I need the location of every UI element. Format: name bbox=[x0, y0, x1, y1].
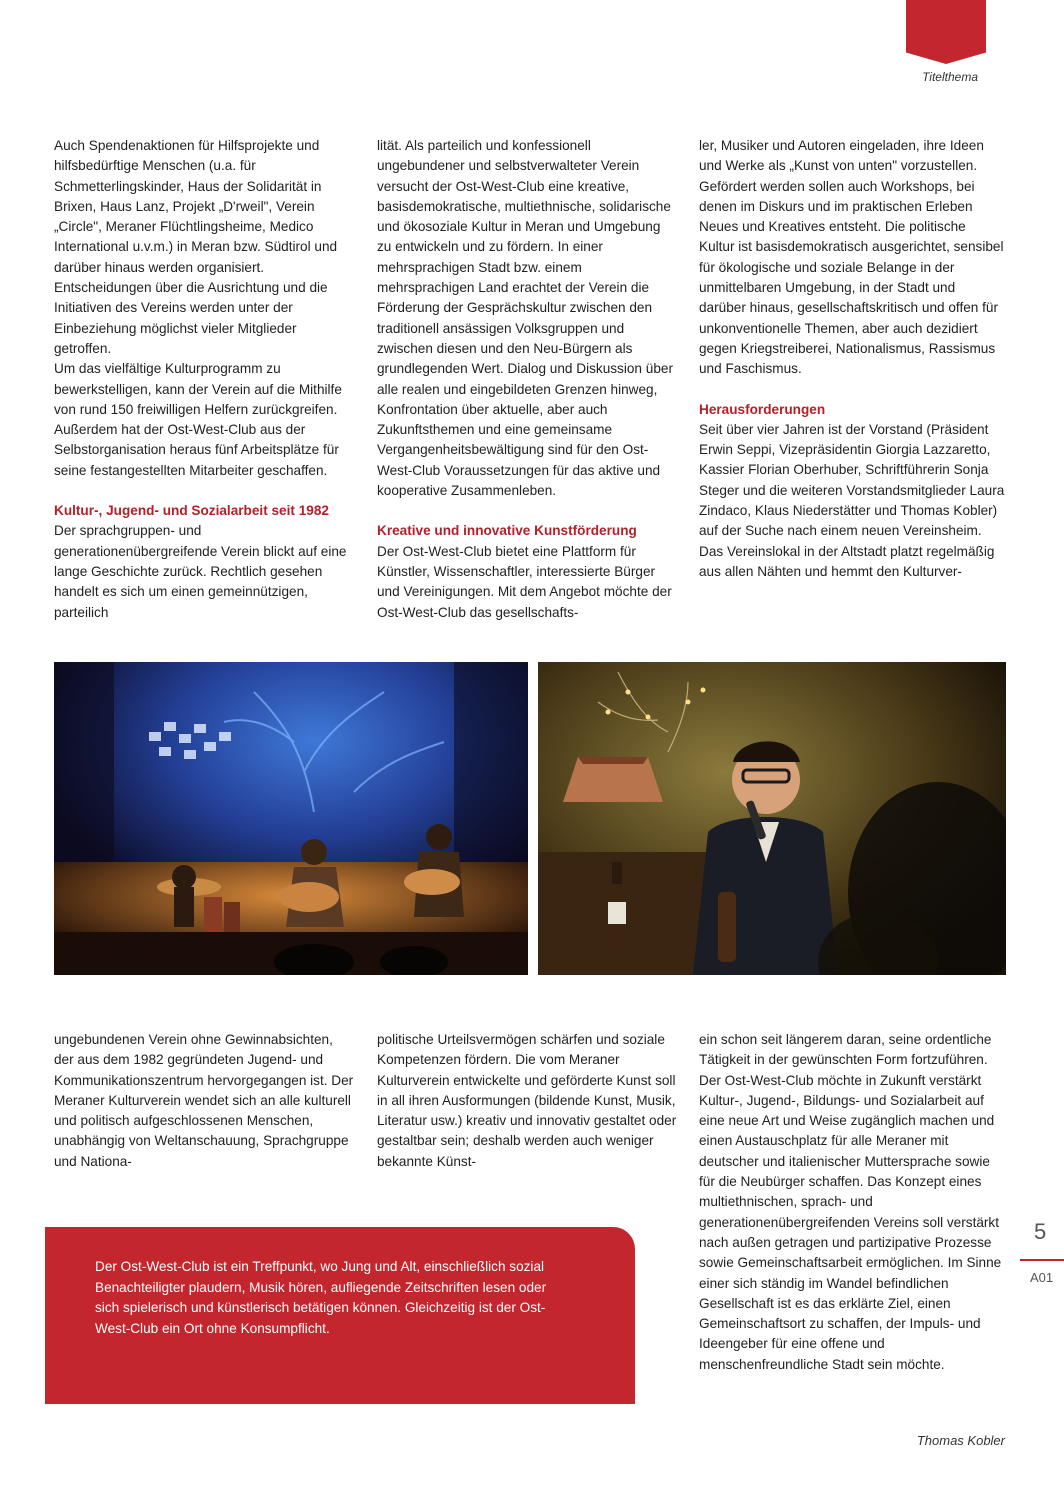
paragraph: Der Ost-West-Club bietet eine Plattform für Künstler, Wissenschaftler, interessierte Bürger und Vereinigungen. Mit dem Angebot möchte der Ost-West-Club das gesellschafts- bbox=[377, 543, 672, 620]
speaker-photo bbox=[538, 662, 1006, 975]
section-ribbon bbox=[906, 0, 986, 64]
paragraph: Um das vielfältige Kulturprogramm zu bewerkstelligen, kann der Verein auf die Mithilfe von rund 150 freiwilligen Helfern zurückgreifen. Außerdem hat der Ost-West-Club aus der Selbstorganisation heraus fünf Arbeitsplätze für seine festangestellten Mitarbeiter geschaffen. bbox=[54, 361, 342, 478]
section-heading: Kultur-, Jugend- und Sozialarbeit seit 1982 bbox=[54, 503, 329, 519]
paragraph: Auch Spendenaktionen für Hilfsprojekte und hilfsbedürftige Menschen (u.a. für Schmetterlingskinder, Haus der Solidarität in Brixen, Haus Lanz, Projekt „D'rweil", Verein „Circle", Meraner Flüchtlingsheime, Medico International u.v.m.) in Meran bzw. Südtirol und darüber hinaus werden organisiert. Entscheidungen über die Ausrichtung und die Initiativen des Vereins werden unter der Einbeziehung möglichst vieler Mitglieder getroffen. bbox=[54, 138, 338, 356]
text-column-1-top bbox=[54, 136, 356, 623]
paragraph: Seit über vier Jahren ist der Vorstand (Präsident Erwin Seppi, Vizepräsidentin Giorgia Lazzaretto, Kassier Florian Oberhuber, Schriftführerin Sonja Steger und die weiteren Vorstandsmitglieder Laura Zindaco, Klaus Niederstätter und Thomas Kobler) auf der Suche nach einem neuen Vereinsheim. Das Vereinslokal in der Altstadt platzt regelmäßig aus allen Nähten und hemmt den Kulturver- bbox=[699, 421, 1005, 579]
quote-box bbox=[45, 1227, 635, 1404]
section-label: Titelthema bbox=[922, 70, 978, 84]
text-column-2-top bbox=[377, 136, 677, 623]
paragraph: lität. Als parteilich und konfessionell ungebundener und selbstverwalteter Verein versucht der Ost-West-Club eine kreative, basisdemokratische, multiethnische, solidarische und ökosoziale Kultur in Meran und Umgebung zu entwickeln und zu fördern. In einer mehrsprachigen Stadt bzw. einem mehrsprachigen Land erachtet der Verein die Förderung der Gesprächskultur zwischen den traditionell ansässigen Volksgruppen und zwischen diesen und den Neu-Bürgern als grundlegenden Wert. Dialog und Diskussion über alle realen und eingebildeten Grenzen hinweg, Konfrontation über aktuelle, aber auch Zukunftsthemen und eine gemeinsame Vergangenheitsbewältigung sind für den Ost-West-Club Voraussetzungen für das aktive und kooperative Zusammenleben. bbox=[377, 138, 673, 499]
paragraph: ler, Musiker und Autoren eingeladen, ihre Ideen und Werke als „Kunst von unten" vorzustellen. Gefördert werden sollen auch Workshops, bei denen im Diskurs und im praktischen Erleben Neues und Kreatives entsteht. Die politische Kultur ist basisdemokratisch ausgerichtet, sensibel für ökologische und soziale Belange in der unmittelbaren Umgebung, in der Stadt und darüber hinaus, gesellschaftskritisch und offen für unkonventionelle Themen, aber auch dezidiert gegen Kriegstreiberei, Nationalismus, Rassismus und Faschismus. bbox=[699, 138, 1004, 377]
page-number: 5 bbox=[1034, 1219, 1047, 1244]
pull-quote: Der Ost-West-Club ist ein Treffpunkt, wo Jung und Alt, einschließlich sozial Benachteiligter plaudern, Musik hören, aufliegende Zeitschriften lesen oder sich spielerisch und künstlerisch betätigen können. Gleichzeitig ist der Ost-West-Club ein Ort ohne Konsumpflicht. bbox=[95, 1259, 547, 1336]
paragraph: Der sprachgruppen- und generationenübergreifende Verein blickt auf eine lange Geschichte zurück. Rechtlich gesehen handelt es sich um einen gemeinnützigen, parteilich bbox=[54, 523, 347, 620]
text-column-3-top bbox=[699, 136, 1005, 582]
text-column-3-bottom: ein schon seit längerem daran, seine ordentliche Tätigkeit in der gewünschten Form fortzuführen. Der Ost-West-Club möchte in Zukunft verstärkt Kultur-, Jugend-, Bildungs- und Sozialarbeit auf eine neue Art und Weise zugänglich machen und einen Austauschplatz für alle Meraner mit deutscher und italienischer Muttersprache sowie für die Neubürger schaffen. Das Konzept eines multiethnischen, sprach- und generationenübergreifenden Vereins soll verstärkt nach außen getragen und partizipative Prozesse sowie Gemeinschaftsarbeit ermöglichen. Im Sinne einer sich ständig im Wandel befindlichen Gesellschaft ist es das erklärte Ziel, einen Gemeinschaftsort zu schaffen, der Impuls- und Ideengeber für eine offene und menschenfreundliche Stadt sein möchte. bbox=[699, 1032, 1002, 1372]
section-heading: Kreative und innovative Kunstförderung bbox=[377, 523, 637, 539]
text-column-1-bottom: ungebundenen Verein ohne Gewinnabsichten, der aus dem 1982 gegründeten Jugend- und Kommunikationszentrum hervorgegangen ist. Der Meraner Kulturverein wendet sich an alle kulturell und politisch aufgeschlossenen Menschen, unabhängig von Weltanschauung, Sprachgruppe und Nationa- bbox=[54, 1032, 354, 1169]
concert-photo bbox=[54, 662, 528, 975]
page-number-rule bbox=[1020, 1259, 1064, 1261]
issue-code: A01 bbox=[1030, 1270, 1054, 1285]
text-column-2-bottom: politische Urteilsvermögen schärfen und soziale Kompetenzen fördern. Die vom Meraner Kulturverein entwickelte und geförderte Kunst soll in all ihren Ausformungen (bildende Kunst, Musik, Literatur usw.) kreativ und innovativ gestaltet oder gestaltbar sein; deshalb werden auch weniger bekannte Künst- bbox=[377, 1032, 677, 1169]
section-heading: Herausforderungen bbox=[699, 401, 826, 417]
author-signature: Thomas Kobler bbox=[916, 1433, 1005, 1448]
